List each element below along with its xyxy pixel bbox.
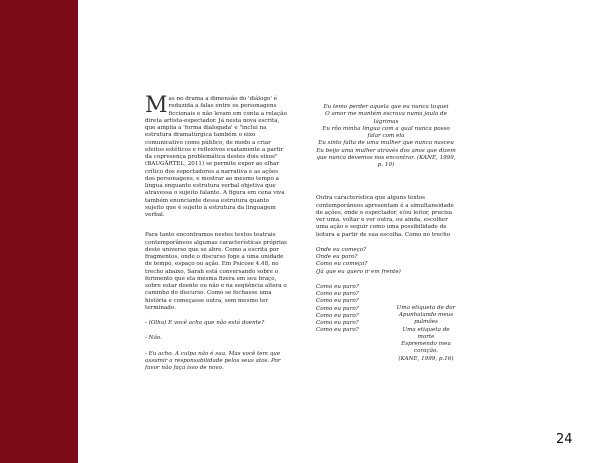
paragraph-1 (145, 93, 289, 219)
poem-stanza-2 (316, 284, 456, 363)
poem-line: Como eu paro? (316, 327, 359, 334)
poem-stanza-1: Onde eu começo? Onde eu paro? Como eu começo? (Já que eu quero ir em frente) (316, 246, 401, 275)
dialogue-line-2: - Não. (145, 335, 162, 342)
poem-line: Como eu paro? (316, 291, 359, 297)
page-number: 24 (556, 432, 573, 447)
poem-left-lines (316, 284, 359, 363)
poem-right-lines: Uma etiqueta de dor Apunhalando meus pulmões Uma etiqueta de morte Espremendo meu coração. (KANE, 1999, p.16) (396, 304, 456, 362)
left-column (145, 93, 289, 372)
dialogue-line-1: - (Olha) E você acha que não está doente? (145, 320, 265, 326)
poem-line: Como eu paro? (316, 298, 359, 305)
paragraph-3: Outra característica que alguns textos contemporâneos apresentam é a simultaneidade de ações, onde o espectador, e/ou leitor, precisa ver uma, voltar e ver outra, ou ainda, escolher uma ação e seguir como uma possibilidade de leitura a partir de sua escolha. Como no trecho (316, 195, 454, 238)
poem-line: Como eu paro? (316, 283, 359, 290)
poem-line: Como eu paro? (316, 305, 359, 312)
paragraph-1-text: as no drama a dimensão do 'diálogo' é reduzida a falas entre os personagens ficcionais e não levam em conta a relação direta artista-espectador. Já nesta nova escrita, que amplia a 'forma dialogada' e "inclui na estrutura dramatúrgica também o eixo comunicativo como público, de modo a criar efeitos estéticos e reflexivos exatamente a partir da copresença problemática destes dois eixos" (BAUGÄRTEL, 2011) se permite expor ao olhar crítico dos espectadores a narrativa e as ações dos personagens, e mostrar ao mesmo tempo a língua enquanto estrutura verbal objetiva que atravessa o sujeito falante. A figura em cena viva também enunciante dessa estrutura quanto sujeito que é sujeito à estrutura da linguagem verbal. (145, 96, 287, 218)
drop-cap: M (145, 93, 168, 118)
paragraph-2: Para tanto encontramos nestes textos teatrais contemporâneos algumas características próprias deste universo que se abre. Como a escrita por fragmentos, onde o discurso foge a uma unidade de tempo, espaço ou ação. Em Psicose 4.48, no trecho abaixo, Sarah está conversando sobre o ferimento que ela mesma fizera em seu braço, sobre estar doente ou não e na seqüência altera o caminho do discurso. Como se fechasse uma história e começasse outra, sem mesmo ter terminado. (145, 232, 287, 311)
block-quote: Eu temo perder aquela que eu nunca toquei O amor me mantém escrava numa jaula de lágrimas Eu rôo minha língua com a qual nunca posso falar com ela Eu sinto falta de uma mulher que nunca nasceu Eu beijo uma mulher através dos anos que dizem que nunca devemos nos encontrar. (KANE, 1999, p. 10) (316, 104, 456, 168)
right-column (316, 104, 456, 363)
poem-line: Como eu paro? (316, 320, 359, 326)
dialogue-line-3: - Eu acho. A culpa não é sua. Mas você tem que assumir a responsabilidade pelos seus atos. Por favor não faça isso de novo. (145, 350, 281, 371)
poem-line: Como eu paro? (316, 312, 359, 319)
